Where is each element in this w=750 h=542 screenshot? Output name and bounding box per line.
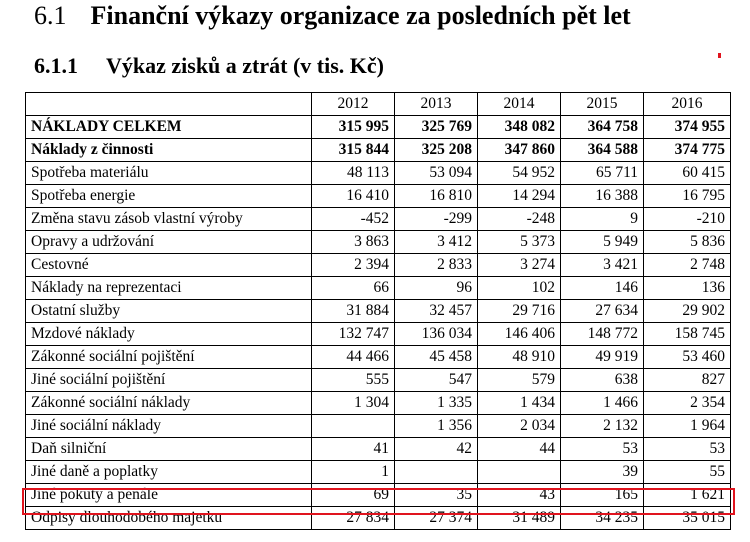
table-row [26,461,731,484]
row-value: 158 745 [644,323,731,346]
row-label: Ostatní služby [26,300,312,323]
section-heading [34,0,631,32]
row-value: 2 354 [644,392,731,415]
table-row [26,415,731,438]
table-row [26,208,731,231]
row-label: Opravy a udržování [26,231,312,254]
row-label: Náklady na reprezentaci [26,277,312,300]
row-value: 1 434 [478,392,561,415]
row-value: 3 274 [478,254,561,277]
row-value: 53 460 [644,346,731,369]
row-value: 347 860 [478,139,561,162]
row-label: Odpisy dlouhodobého majetku [26,507,312,530]
row-value: 638 [561,369,644,392]
table-row [26,507,731,530]
row-value: 35 015 [644,507,731,530]
row-value: 31 884 [312,300,395,323]
row-value: 14 294 [478,185,561,208]
row-label: Cestovné [26,254,312,277]
row-value: -210 [644,208,731,231]
profit-loss-table-wrapper [25,92,730,530]
row-value: 315 844 [312,139,395,162]
table-row [26,277,731,300]
table-row [26,300,731,323]
row-value: 3 412 [395,231,478,254]
row-value: 27 374 [395,507,478,530]
row-value: 2 132 [561,415,644,438]
subsection-number: 6.1.1 [34,53,78,78]
row-value [312,415,395,438]
row-value: 42 [395,438,478,461]
row-value: 325 769 [395,116,478,139]
table-row [26,323,731,346]
row-label: Mzdové náklady [26,323,312,346]
row-label: Spotřeba materiálu [26,162,312,185]
row-value: 136 034 [395,323,478,346]
row-value: 34 235 [561,507,644,530]
row-value: 165 [561,484,644,507]
row-value: 31 489 [478,507,561,530]
row-value: 3 863 [312,231,395,254]
year-header-0: 2012 [312,93,395,116]
row-value: 5 836 [644,231,731,254]
red-mark [718,53,721,58]
row-value: 1 335 [395,392,478,415]
profit-loss-table [25,92,731,530]
row-label: Změna stavu zásob vlastní výroby [26,208,312,231]
row-value: -299 [395,208,478,231]
row-value: 44 [478,438,561,461]
row-value: 69 [312,484,395,507]
section-number: 6.1 [34,1,67,30]
row-value: 1 964 [644,415,731,438]
row-value: 43 [478,484,561,507]
subsection-heading [34,52,384,80]
year-header-4: 2016 [644,93,731,116]
row-label: Zákonné sociální pojištění [26,346,312,369]
table-row [26,139,731,162]
row-value: 547 [395,369,478,392]
row-value: 146 406 [478,323,561,346]
year-header-1: 2013 [395,93,478,116]
row-value: 2 748 [644,254,731,277]
row-value: 1 [312,461,395,484]
row-label: Jiné sociální náklady [26,415,312,438]
row-value: 27 634 [561,300,644,323]
row-value: 136 [644,277,731,300]
row-value: 3 421 [561,254,644,277]
row-value: 53 094 [395,162,478,185]
row-value: 55 [644,461,731,484]
section-title: Finanční výkazy organizace za posledních pět let [90,1,631,30]
row-value: 39 [561,461,644,484]
row-label: NÁKLADY CELKEM [26,116,312,139]
row-value: 41 [312,438,395,461]
row-value: 348 082 [478,116,561,139]
row-value: 2 394 [312,254,395,277]
row-value: 60 415 [644,162,731,185]
table-row [26,346,731,369]
subsection-title: Výkaz zisků a ztrát (v tis. Kč) [106,53,385,78]
row-value: 2 034 [478,415,561,438]
row-value [395,461,478,484]
table-row [26,231,731,254]
row-value: 32 457 [395,300,478,323]
row-value: 374 955 [644,116,731,139]
table-row [26,116,731,139]
row-value: 579 [478,369,561,392]
row-value: 1 621 [644,484,731,507]
row-value: 54 952 [478,162,561,185]
table-row [26,484,731,507]
row-value: 325 208 [395,139,478,162]
row-value [478,461,561,484]
row-value: 132 747 [312,323,395,346]
row-label: Náklady z činnosti [26,139,312,162]
row-value: 364 758 [561,116,644,139]
table-row [26,392,731,415]
header-blank-cell [26,93,312,116]
row-value: 1 356 [395,415,478,438]
row-value: 96 [395,277,478,300]
table-row [26,438,731,461]
row-label: Jiné daně a poplatky [26,461,312,484]
row-value: -248 [478,208,561,231]
row-value: 66 [312,277,395,300]
row-value: 49 919 [561,346,644,369]
row-value: 53 [644,438,731,461]
row-value: 364 588 [561,139,644,162]
row-value: 146 [561,277,644,300]
row-value: 5 373 [478,231,561,254]
table-row [26,162,731,185]
row-value: 48 113 [312,162,395,185]
row-label: Spotřeba energie [26,185,312,208]
row-value: 53 [561,438,644,461]
row-value: 29 716 [478,300,561,323]
row-value: 16 810 [395,185,478,208]
row-value: 102 [478,277,561,300]
row-value: 16 795 [644,185,731,208]
year-header-3: 2015 [561,93,644,116]
row-value: 5 949 [561,231,644,254]
row-value: 148 772 [561,323,644,346]
row-value: 45 458 [395,346,478,369]
row-value: 35 [395,484,478,507]
row-label: Zákonné sociální náklady [26,392,312,415]
row-value: 555 [312,369,395,392]
row-label: Daň silniční [26,438,312,461]
row-value: 16 410 [312,185,395,208]
row-value: 65 711 [561,162,644,185]
table-row [26,369,731,392]
row-value: 827 [644,369,731,392]
row-value: 9 [561,208,644,231]
row-value: 27 834 [312,507,395,530]
row-value: 29 902 [644,300,731,323]
row-value: 374 775 [644,139,731,162]
table-row [26,185,731,208]
row-value: 1 304 [312,392,395,415]
table-header-row [26,93,731,116]
table-row [26,254,731,277]
row-value: 44 466 [312,346,395,369]
row-label: Jiné sociální pojištění [26,369,312,392]
row-value: 48 910 [478,346,561,369]
row-value: 1 466 [561,392,644,415]
row-value: 315 995 [312,116,395,139]
row-label: Jiné pokuty a penále [26,484,312,507]
row-value: 16 388 [561,185,644,208]
row-value: 2 833 [395,254,478,277]
row-value: -452 [312,208,395,231]
year-header-2: 2014 [478,93,561,116]
